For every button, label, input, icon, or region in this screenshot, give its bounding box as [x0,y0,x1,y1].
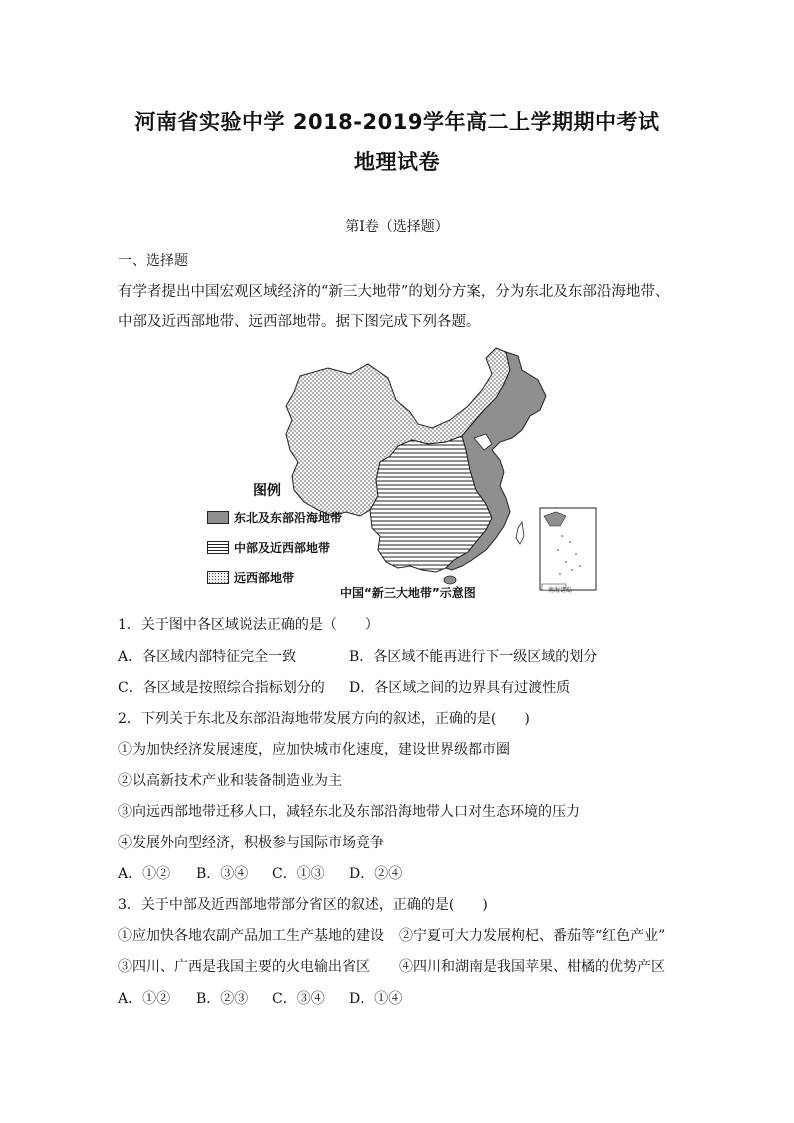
q1-option-c: C．各区域是按照综合指标划分的 [118,680,325,696]
question-3-stem: 3．关于中部及近西部地带部分省区的叙述，正确的是( ) [118,897,488,913]
legend-title: 图例 [253,483,281,499]
exam-subtitle: 地理试卷 [354,150,440,174]
inset-label: 南海诸岛 [548,587,573,594]
q3-statement-3: ③四川、广西是我国主要的火电输出省区 [118,959,370,975]
exam-title: 河南省实验中学 2018-2019学年高二上学期期中考试 [134,110,660,134]
china-map [200,340,600,602]
q1-option-a: A．各区域内部特征完全一致 [118,649,297,665]
q2-statement-4: ④发展外向型经济，积极参与国际市场竞争 [118,835,384,851]
q2-option-c: C．①③ [272,866,325,882]
legend-label: 东北及东部沿海地带 [234,511,343,525]
q3-option-d: D．①④ [349,991,403,1007]
q2-statement-3: ③向远西部地带迁移人口，减轻东北及东部沿海地带人口对生态环境的压力 [118,804,580,820]
striped-swatch-icon [207,541,229,554]
legend-label: 中部及近西部地带 [234,541,331,555]
hainan-island [444,576,456,584]
q2-statement-2: ②以高新技术产业和装备制造业为主 [118,773,342,789]
q2-option-b: B．③④ [196,866,249,882]
legend-item-far-west [207,569,294,586]
question-2-stem: 2．下列关于东北及东部沿海地带发展方向的叙述，正确的是( ) [118,711,530,727]
legend-label: 远西部地带 [234,571,295,585]
q3-option-b: B．②③ [196,991,249,1007]
taiwan-island [516,522,524,544]
question-1-stem: 1．关于图中各区域说法正确的是（ ） [118,617,379,633]
q2-statement-1: ①为加快经济发展速度，应加快城市化速度，建设世界级都市圈 [118,742,510,758]
legend-item-coastal [207,509,342,526]
legend-item-central [207,539,330,556]
dotted-swatch-icon [207,571,229,584]
q2-option-d: D．②④ [349,866,403,882]
solid-swatch-icon [207,511,229,524]
map-caption: 中国“新三大地带”示意图 [340,586,476,600]
q1-option-b: B．各区域不能再进行下一级区域的划分 [349,649,598,665]
china-map-figure [200,340,600,602]
q3-option-c: C．③④ [272,991,325,1007]
part-title: 一、选择题 [118,253,188,269]
q3-option-a: A．①② [118,991,171,1007]
intro-paragraph: 有学者提出中国宏观区域经济的“新三大地带”的划分方案，分为东北及东部沿海地带、中部及近西部地带、远西部地带。据下图完成下列各题。 [118,284,670,330]
q3-statement-4: ④四川和湖南是我国苹果、柑橘的优势产区 [399,959,665,975]
q3-statement-2: ②宁夏可大力发展枸杞、番茄等“红色产业” [399,928,666,944]
section-title: 第Ⅰ卷（选择题） [345,219,449,235]
q1-option-d: D．各区域之间的边界具有过渡性质 [349,680,571,696]
q2-option-a: A．①② [118,866,171,882]
q3-statement-1: ①应加快各地农副产品加工生产基地的建设 [118,928,384,944]
